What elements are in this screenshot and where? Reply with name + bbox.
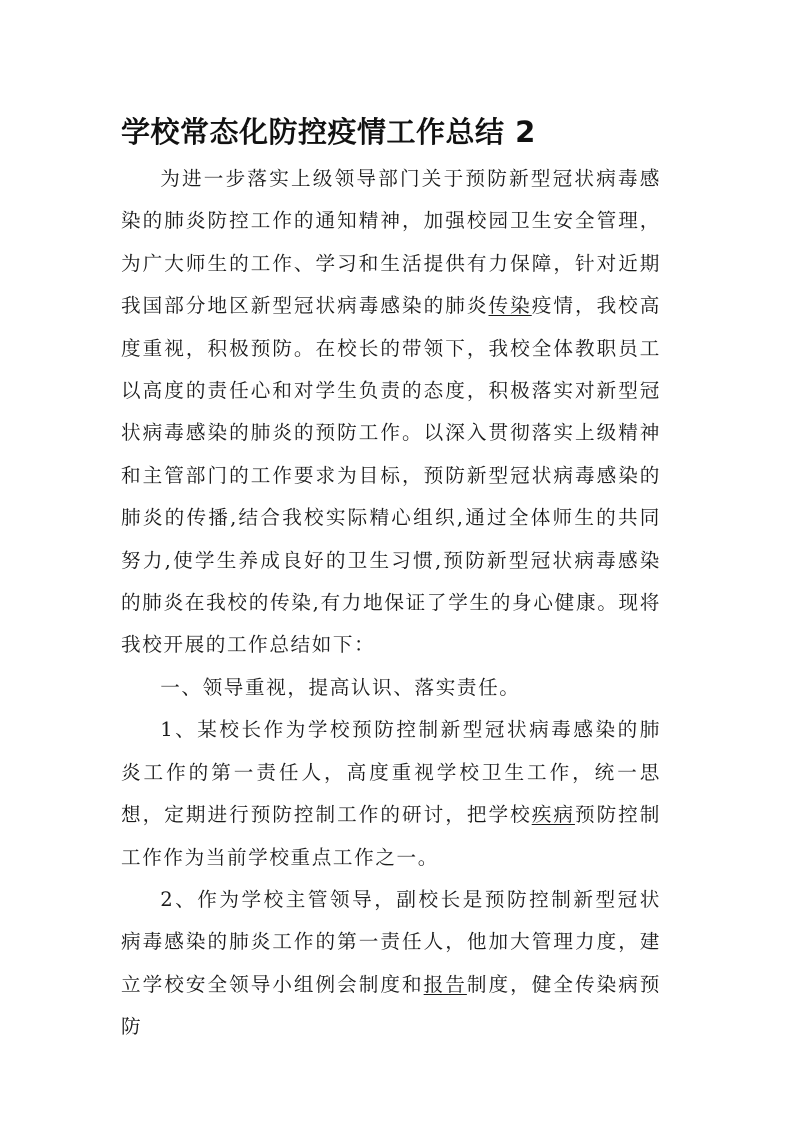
underlined-link[interactable]: 疾病	[531, 803, 575, 827]
document-title: 学校常态化防控疫情工作总结 2	[121, 115, 536, 149]
paragraph-item-2	[121, 879, 661, 1049]
paragraph-text: 1、某校长作为学校预防控制新型冠状病毒感染的肺炎工作的第一责任人，高度重视学校卫生工作，统一思想，定期进行预防控制工作的研讨，把学校	[121, 718, 661, 827]
paragraph-intro	[121, 158, 661, 667]
underlined-link[interactable]: 传染	[488, 294, 532, 318]
paragraph-item-1	[121, 709, 661, 879]
paragraph-text: 为进一步落实上级领导部门关于预防新型冠状病毒感染的肺炎防控工作的通知精神，加强校园卫生安全管理，为广大师生的工作、学习和生活提供有力保障，针对近期我国部分地区新型冠状病毒感染的肺炎	[121, 167, 661, 318]
paragraph-text: 2、作为学校主管领导，副校长是预防控制新型冠状病毒感染的肺炎工作的第一责任人，他加大管理力度，建立学校安全领导小组例会制度和	[121, 887, 661, 996]
paragraph-text: 制度，健全传染病预防	[121, 972, 661, 1039]
section-heading-text: 一、领导重视，提高认识、落实责任。	[160, 675, 521, 699]
paragraph-text: 预防控制工作作为当前学校重点工作之一。	[121, 803, 661, 869]
underlined-link[interactable]: 报告	[423, 972, 467, 996]
document-body	[121, 158, 661, 1049]
paragraph-text: 疫情，我校高度重视，积极预防。在校长的带领下，我校全体教职员工以高度的责任心和对学生负责的态度，积极落实对新型冠状病毒感染的肺炎的预防工作。以深入贯彻落实上级精神和主管部门的工作要求为目标，预防新型冠状病毒感染的肺炎的传播,结合我校实际精心组织,通过全体师生的共同努力,使学生养成良好的卫生习惯,预防新型冠状病毒感染的肺炎在我校的传染,有力地保证了学生的身心健康。现将我校开展的工作总结如下：	[121, 294, 661, 657]
section-heading	[121, 667, 661, 709]
